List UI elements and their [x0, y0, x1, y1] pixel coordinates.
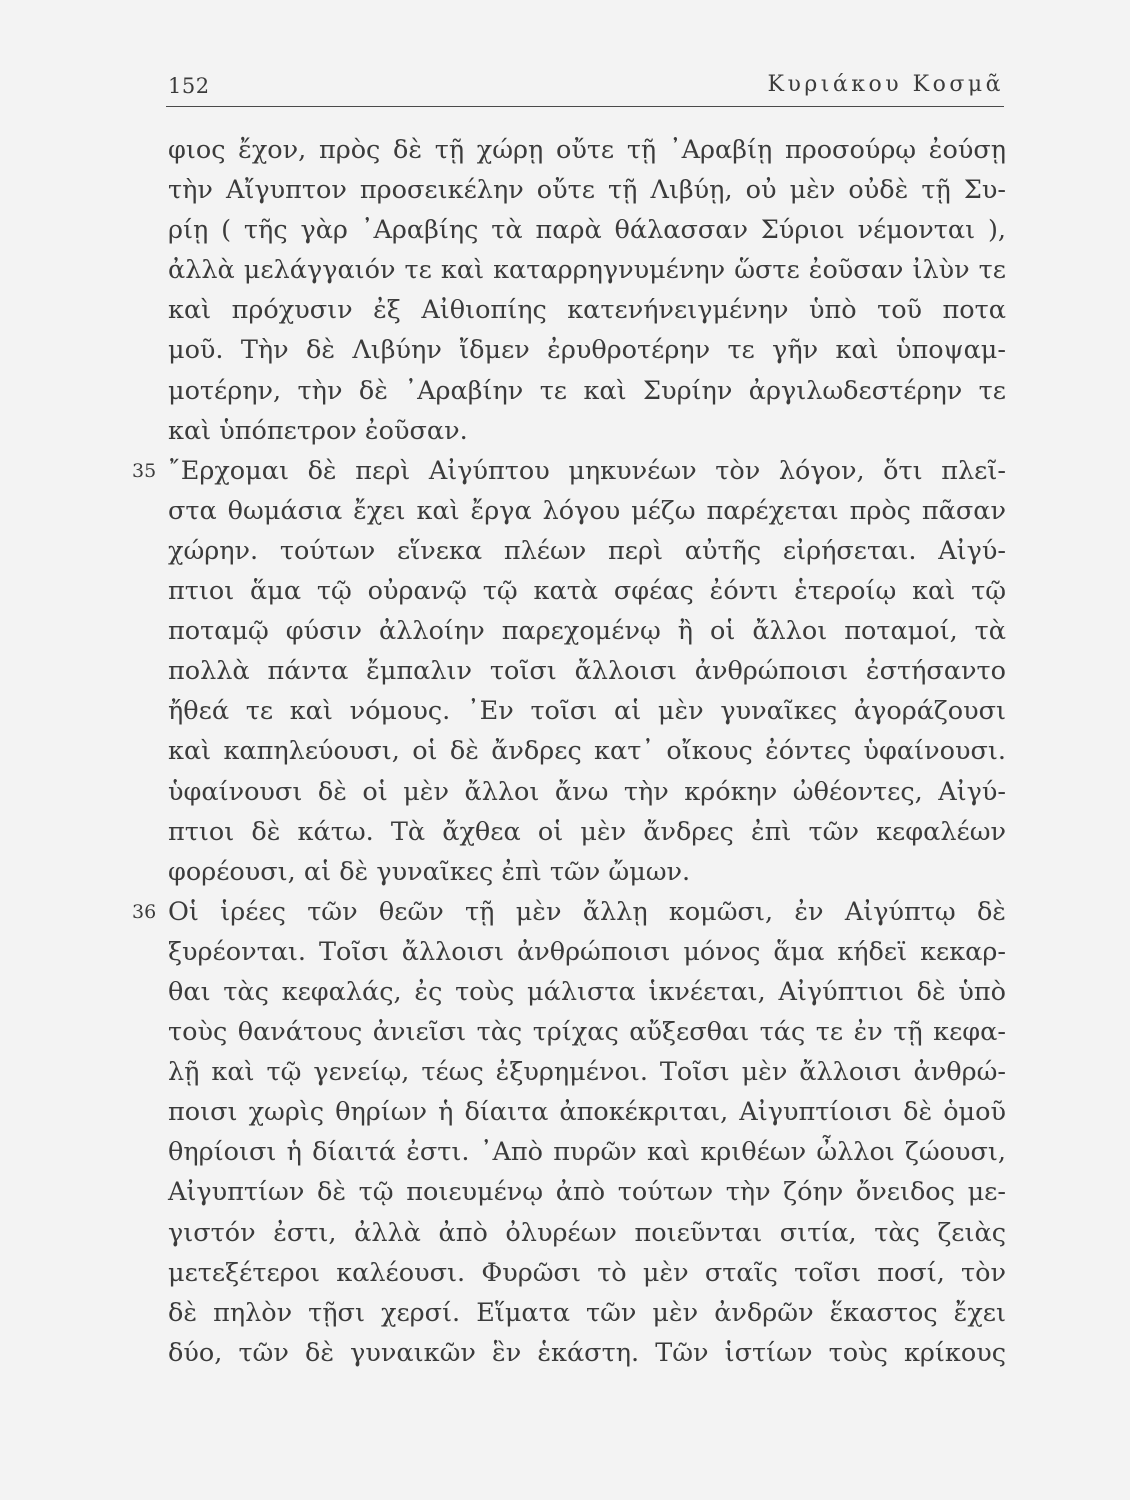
- text-line: [132, 892, 1006, 932]
- text-line: [168, 531, 1006, 571]
- text-line: [168, 1213, 1006, 1253]
- line-text: ὑφαίνουσι δὲ οἱ μὲν ἄλλοι ἄνω τὴν κρόκην ὠθέοντες, Αἰγύ-: [168, 776, 1006, 807]
- text-line: [168, 330, 1006, 370]
- body-text: [132, 130, 1006, 1373]
- text-line: [168, 691, 1006, 731]
- line-text: ἀλλὰ μελάγγαιόν τε καὶ καταρρηγνυμένην ὥστε ἐοῦσαν ἰλὺν τε: [168, 255, 1006, 286]
- text-line: [168, 1253, 1006, 1293]
- text-line: [168, 651, 1006, 691]
- line-text: καὶ ὑπόπετρον ἐοῦσαν.: [168, 415, 468, 446]
- text-line: [168, 772, 1006, 812]
- text-line: [168, 1333, 1006, 1373]
- line-text: πτιοι δὲ κάτω. Τὰ ἄχθεα οἱ μὲν ἄνδρες ἐπὶ τῶν κεφαλέων: [168, 816, 1006, 847]
- running-head: [166, 64, 1004, 107]
- line-text: μοῦ. Τὴν δὲ Λιβύην ἴδμεν ἐρυθροτέρην τε γῆν καὶ ὑποψαμ-: [168, 335, 1006, 366]
- line-text: φορέουσι, αἱ δὲ γυναῖκες ἐπὶ τῶν ὤμων.: [168, 856, 691, 887]
- line-text: δύο, τῶν δὲ γυναικῶν ἓν ἑκάστη. Τῶν ἱστίων τοὺς κρίκους: [168, 1337, 1006, 1368]
- text-line: [168, 1172, 1006, 1212]
- line-text: ποταμῷ φύσιν ἀλλοίην παρεχομένῳ ἢ οἱ ἄλλοι ποταμοί, τὰ: [168, 616, 1006, 647]
- line-text: φιος ἔχον, πρὸς δὲ τῇ χώρῃ οὔτε τῇ ᾿Αραβίῃ προσούρῳ ἐούσῃ: [168, 135, 1006, 165]
- text-line: [168, 210, 1006, 250]
- running-title: Κυριάκου Κοσμᾶ: [767, 72, 1004, 97]
- line-text: πολλὰ πάντα ἔμπαλιν τοῖσι ἄλλοισι ἀνθρώποισι ἐστήσαντο: [168, 656, 1006, 687]
- line-text: δὲ πηλὸν τῇσι χερσί. Εἵματα τῶν μὲν ἀνδρῶν ἕκαστος ἔχει: [168, 1297, 1006, 1328]
- line-text: τοὺς θανάτους ἀνιεῖσι τὰς τρίχας αὔξεσθαι τάς τε ἐν τῇ κεφα-: [168, 1017, 1006, 1048]
- text-line: [168, 852, 1006, 892]
- text-line: [168, 731, 1006, 771]
- line-text: καὶ καπηλεύουσι, οἱ δὲ ἄνδρες κατ᾿ οἴκους ἐόντες ὑφαίνουσι.: [168, 736, 1006, 767]
- text-line: [168, 611, 1006, 651]
- text-line: [168, 170, 1006, 210]
- line-text: στα θωμάσια ἔχει καὶ ἔργα λόγου μέζω παρέχεται πρὸς πᾶσαν: [168, 495, 1006, 526]
- page-number: 152: [168, 74, 210, 98]
- line-text: μοτέρην, τὴν δὲ ᾿Αραβίην τε καὶ Συρίην ἀργιλωδεστέρην τε: [168, 375, 1006, 406]
- line-text: ξυρέονται. Τοῖσι ἄλλοισι ἀνθρώποισι μόνος ἅμα κήδεϊ κεκαρ-: [168, 936, 1006, 967]
- line-text: ρίῃ ( τῆς γὰρ ᾿Αραβίης τὰ παρὰ θάλασσαν Σύριοι νέμονται ),: [168, 215, 1006, 246]
- text-line: [168, 491, 1006, 531]
- text-line: [168, 130, 1006, 170]
- line-text: γιστόν ἐστι, ἀλλὰ ἀπὸ ὀλυρέων ποιεῦνται σιτία, τὰς ζειὰς: [168, 1217, 1006, 1248]
- line-text: ἤθεά τε καὶ νόμους. ᾿Εν τοῖσι αἱ μὲν γυναῖκες ἀγοράζουσι: [168, 696, 1006, 727]
- line-text: Αἰγυπτίων δὲ τῷ ποιευμένῳ ἀπὸ τούτων τὴν ζόην ὄνειδος με-: [168, 1177, 1006, 1208]
- line-text: μετεξέτεροι καλέουσι. Φυρῶσι τὸ μὲν σταῖς τοῖσι ποσί, τὸν: [168, 1257, 1006, 1288]
- text-line: [168, 812, 1006, 852]
- text-line: [168, 1092, 1006, 1132]
- text-line: [168, 290, 1006, 330]
- text-line: [168, 1012, 1006, 1052]
- text-line: [168, 1293, 1006, 1333]
- text-line: [168, 250, 1006, 290]
- text-line: [168, 932, 1006, 972]
- text-line: [168, 1132, 1006, 1172]
- line-text: ῎Ερχομαι δὲ περὶ Αἰγύπτου μηκυνέων τὸν λόγον, ὅτι πλεῖ-: [168, 455, 1006, 486]
- line-text: Οἱ ἱρέες τῶν θεῶν τῇ μὲν ἄλλῃ κομῶσι, ἐν Αἰγύπτῳ δὲ: [168, 896, 1006, 927]
- line-text: λῇ καὶ τῷ γενείῳ, τέως ἐξυρημένοι. Τοῖσι μὲν ἄλλοισι ἀνθρώ-: [168, 1057, 1006, 1088]
- line-text: τὴν Αἴγυπτον προσεικέλην οὔτε τῇ Λιβύῃ, οὐ μὲν οὐδὲ τῇ Συ-: [168, 175, 1006, 206]
- text-line: [168, 411, 1006, 451]
- text-line: [168, 1052, 1006, 1092]
- text-line: [168, 571, 1006, 611]
- line-text: καὶ πρόχυσιν ἐξ Αἰθιοπίης κατενήνειγμένην ὑπὸ τοῦ ποτα: [168, 295, 1006, 326]
- line-text: ποισι χωρὶς θηρίων ἡ δίαιτα ἀποκέκριται, Αἰγυπτίοισι δὲ ὁμοῦ: [168, 1097, 1006, 1128]
- line-text: πτιοι ἅμα τῷ οὐρανῷ τῷ κατὰ σφέας ἐόντι ἑτεροίῳ καὶ τῷ: [168, 576, 1006, 607]
- line-text: θηρίοισι ἡ δίαιτά ἐστι. ᾿Απὸ πυρῶν καὶ κριθέων ὦλλοι ζώουσι,: [168, 1137, 1006, 1168]
- line-text: θαι τὰς κεφαλάς, ἐς τοὺς μάλιστα ἱκνέεται, Αἰγύπτιοι δὲ ὑπὸ: [168, 976, 1006, 1007]
- line-text: χώρην. τούτων εἵνεκα πλέων περὶ αὐτῆς εἰρήσεται. Αἰγύ-: [168, 535, 1006, 566]
- text-line: [168, 972, 1006, 1012]
- section-number: 36: [132, 900, 157, 923]
- text-line: [132, 451, 1006, 491]
- text-line: [168, 371, 1006, 411]
- section-number: 35: [132, 459, 157, 482]
